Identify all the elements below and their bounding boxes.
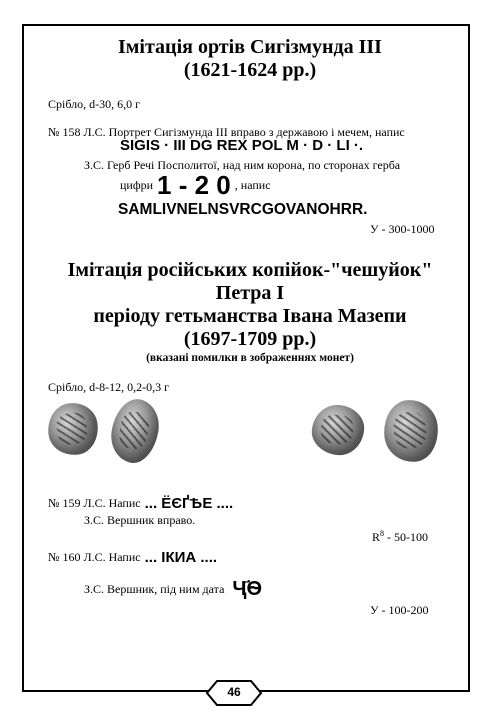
item159-legend: ... ЁЄҐѢЕ .... <box>144 494 234 512</box>
item158-legend: SIGIS · III DG REX POL M · D · LI ·. <box>120 137 364 154</box>
item158-reverse: З.С. Герб Речі Посполитої, над ним корона, по сторонах герба <box>84 158 401 172</box>
section2-title-line3: періоду гетьманства Івана Мазепи <box>93 305 407 327</box>
section2-title-line4: (1697-1709 рр.) <box>183 328 317 350</box>
page-number-badge <box>205 678 263 708</box>
item160-reverse-line <box>84 578 262 601</box>
item159-obverse-line <box>48 494 233 512</box>
item158-obverse: № 158 Л.С. Портрет Сигізмунда III вправо з державою і мечем, напис <box>48 125 405 139</box>
page-number: 46 <box>227 685 241 699</box>
item159-rarity-sup: 8 <box>380 529 385 538</box>
item158-digits-line <box>120 170 271 201</box>
item160-legend: ... ІКИА .... <box>144 548 218 566</box>
item160-reverse: З.С. Вершник, під ним дата <box>84 582 225 596</box>
item159-obverse-prefix: № 159 Л.С. Напис <box>48 495 141 510</box>
item158-digits: 1 - 2 0 <box>157 170 231 200</box>
item160-obverse-line <box>48 548 217 566</box>
section1-title-line2: (1621-1624 рр.) <box>183 59 317 81</box>
section1-material: Срібло, d-30, 6,0 г <box>48 97 141 111</box>
item160-date-glyph: Ҷ҃Ѳ <box>232 578 263 600</box>
section2-title-line1: Імітація російських копійок-"чешуйок" <box>67 259 433 281</box>
item158-digits-suffix: , напис <box>234 178 271 192</box>
item159-rarity-letter: R <box>372 530 381 544</box>
item160-rarity: У - 100-200 <box>370 603 429 617</box>
section2-note: (вказані помилки в зображеннях монет) <box>146 352 354 364</box>
item159-rarity-value: - 50-100 <box>384 530 429 544</box>
item158-digits-prefix: цифри <box>120 178 154 192</box>
section1-title-line1: Імітація ортів Сигізмунда III <box>118 36 382 58</box>
item160-obverse-prefix: № 160 Л.С. Напис <box>48 549 141 564</box>
item159-reverse: З.С. Вершник вправо. <box>84 513 196 527</box>
item159-rarity <box>372 529 428 545</box>
section2-material: Срібло, d-8-12, 0,2-0,3 г <box>48 380 170 394</box>
item158-rarity: У - 300-1000 <box>370 222 435 236</box>
section2-title-line2: Петра І <box>215 282 285 304</box>
item158-legend2: SAMLIVNELNSVRCGOVANOHRR. <box>118 201 368 218</box>
